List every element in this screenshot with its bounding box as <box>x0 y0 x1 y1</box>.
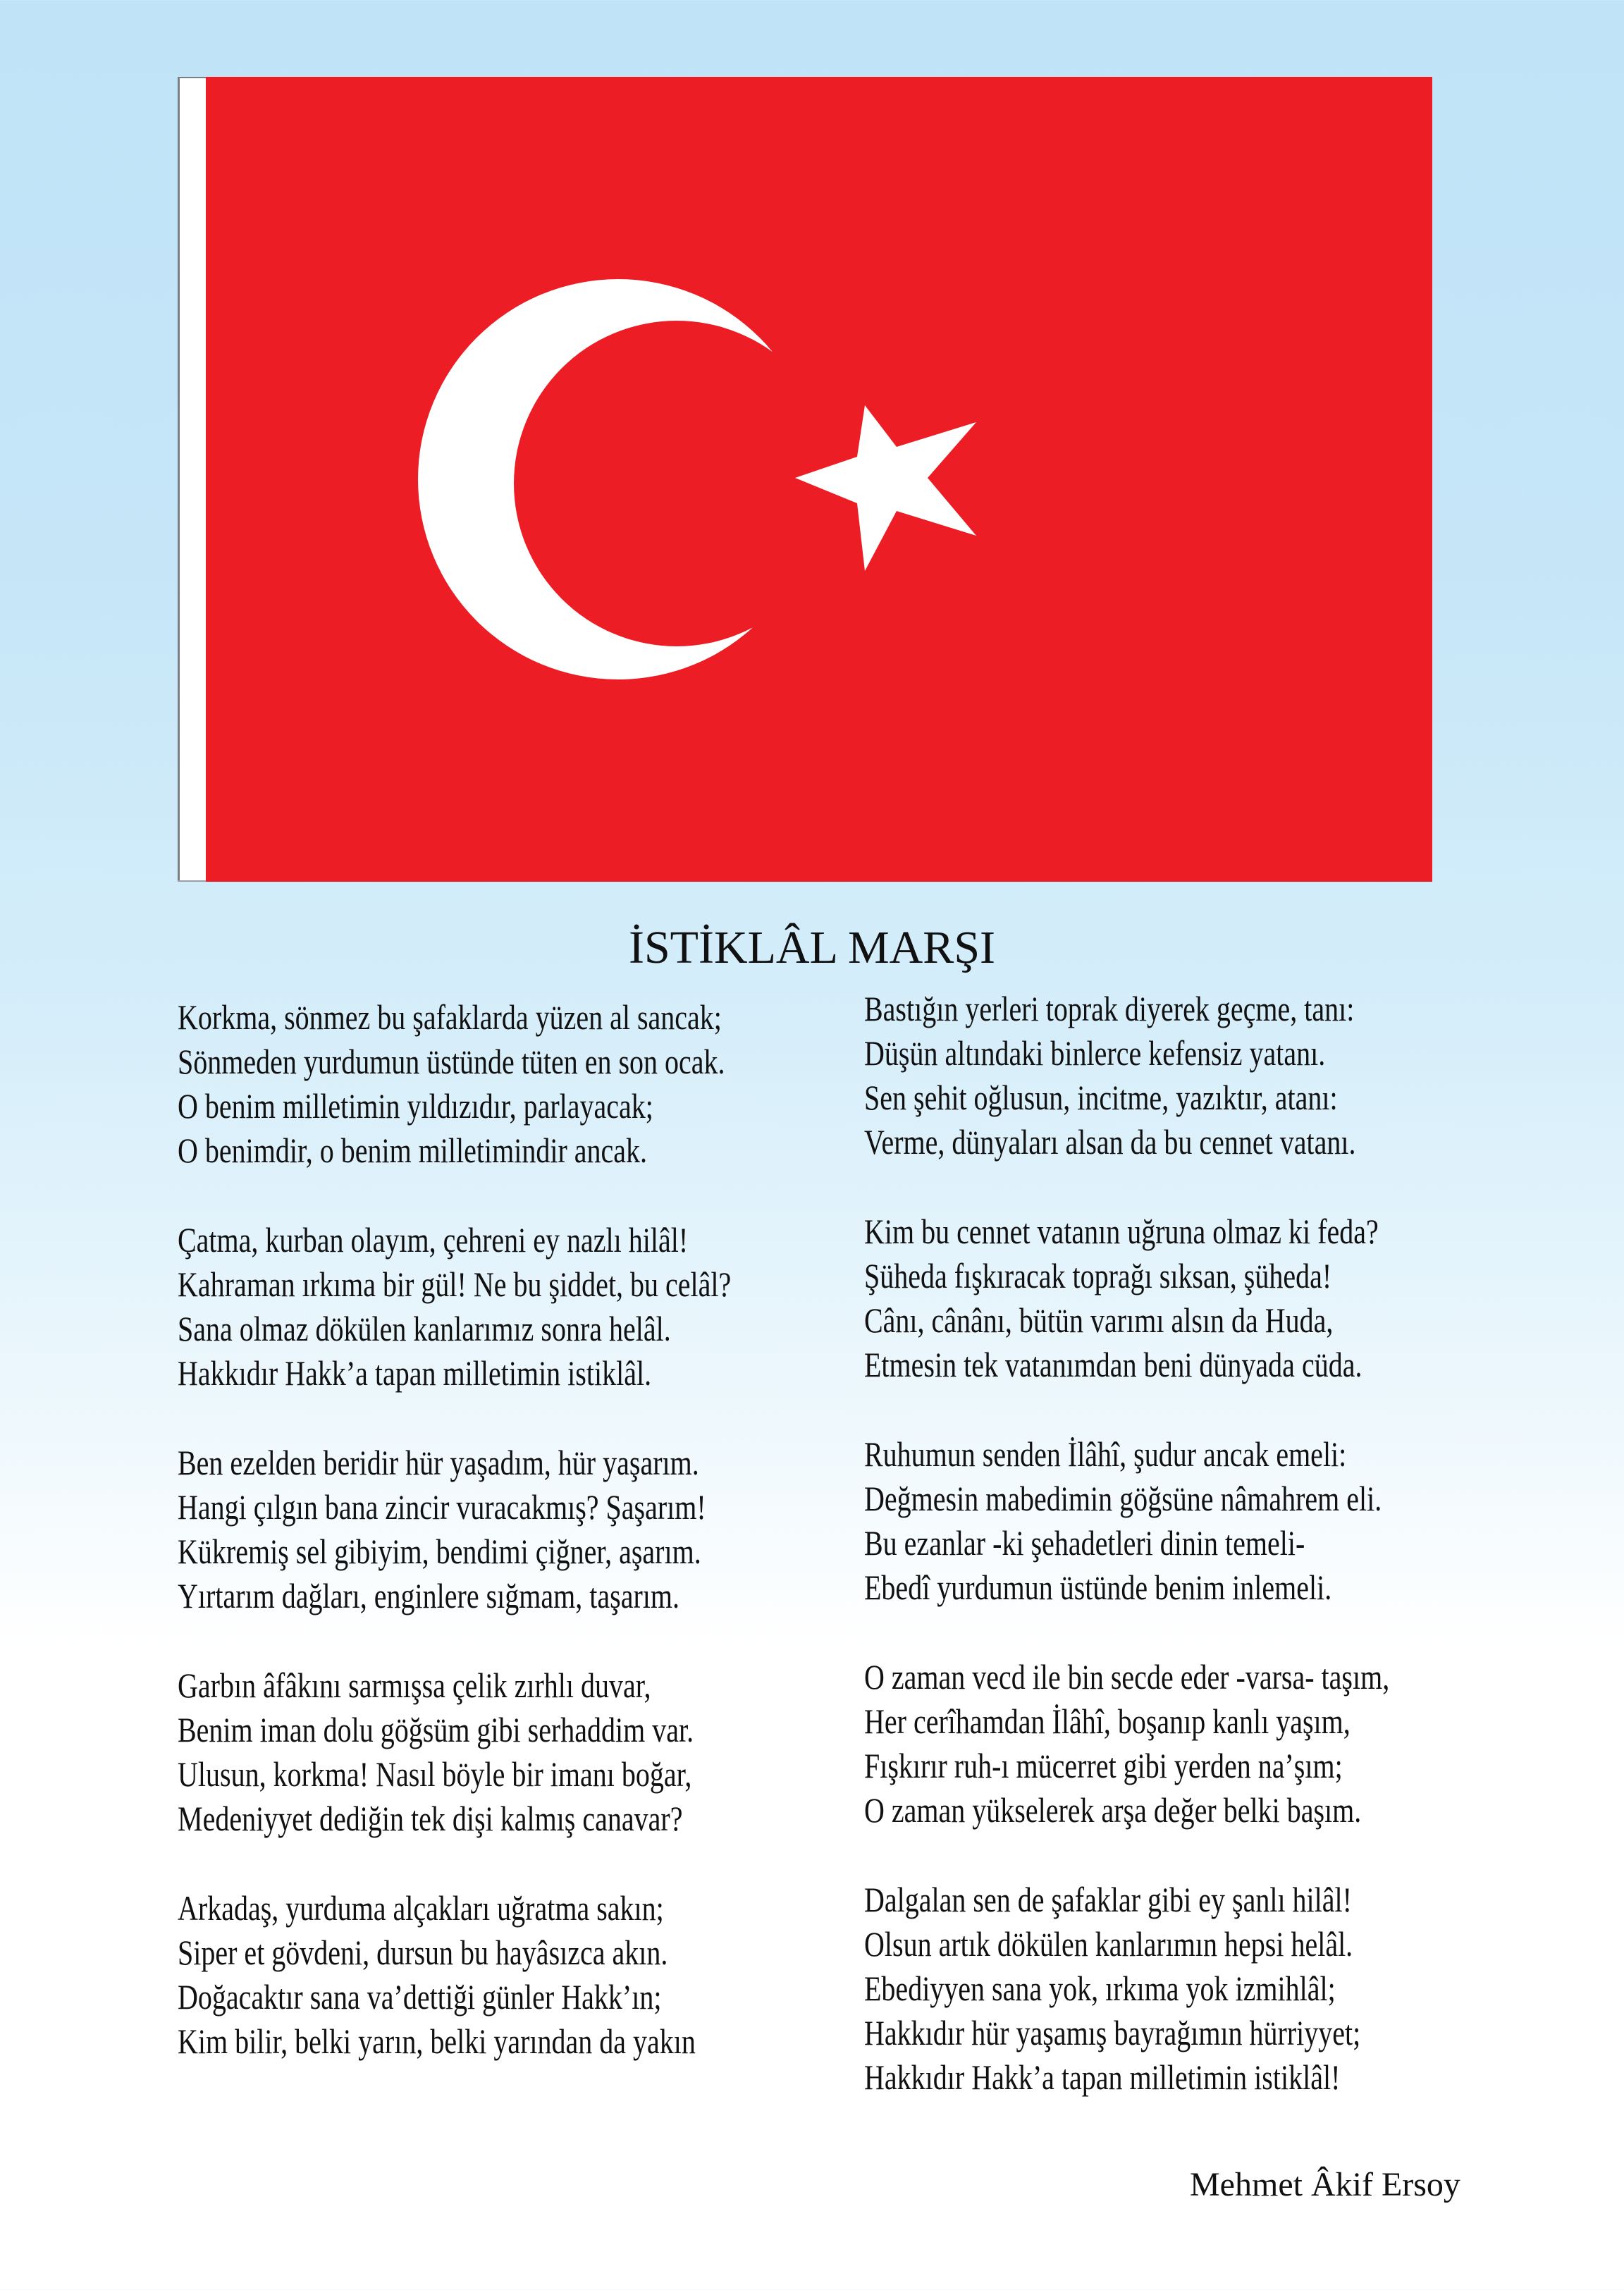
stanza-2 <box>178 1218 953 1396</box>
verse-line: Korkma, sönmez bu şafaklarda yüzen al sancak; <box>178 997 722 1037</box>
verse-line: Kim bu cennet vatanın uğruna olmaz ki feda? <box>864 1212 1379 1251</box>
verse-line: Bastığın yerleri toprak diyerek geçme, tanı: <box>864 989 1355 1028</box>
verse-line: Ulusun, korkma! Nasıl böyle bir imanı boğar, <box>178 1754 692 1794</box>
flag-hoist-top-border <box>178 77 206 78</box>
verse-line: Bu ezanlar -ki şehadetleri dinin temeli- <box>864 1523 1305 1563</box>
flag-hoist-bottom-border <box>178 880 206 882</box>
verse-line: Düşün altındaki binlerce kefensiz yatanı. <box>864 1033 1326 1073</box>
right-column <box>864 987 1624 2145</box>
verse-line: Hakkıdır Hakk’a tapan milletimin istiklâl. <box>178 1353 652 1393</box>
verse-line: Sönmeden yurdumun üstünde tüten en son ocak. <box>178 1042 725 1081</box>
flag-graphic <box>178 77 1432 882</box>
verse-line: O benim milletimin yıldızıdır, parlayacak; <box>178 1086 653 1126</box>
verse-line: Hangi çılgın bana zincir vuracakmış? Şaşarım! <box>178 1487 706 1527</box>
verse-line: Ruhumun senden İlâhî, şudur ancak emeli: <box>864 1434 1347 1474</box>
verse-line: Benim iman dolu göğsüm gibi serhaddim var. <box>178 1710 694 1749</box>
flag-hoist-border <box>178 77 180 882</box>
turkish-flag <box>178 77 1432 882</box>
stanza-1 <box>178 995 953 1173</box>
verse-line: Değmesin mabedimin göğsüne nâmahrem eli. <box>864 1479 1382 1518</box>
verse-line: Olsun artık dökülen kanlarımın hepsi helâl. <box>864 1924 1353 1964</box>
verse-line: Şüheda fışkıracak toprağı sıksan, şüheda! <box>864 1256 1332 1295</box>
verse-line: Hakkıdır Hakk’a tapan milletimin istiklâl! <box>864 2057 1341 2097</box>
verse-line: O benimdir, o benim milletimindir ancak. <box>178 1131 648 1170</box>
verse-line: O zaman yükselerek arşa değer belki başım. <box>864 1790 1362 1830</box>
verse-line: Verme, dünyaları alsan da bu cennet vatanı. <box>864 1122 1356 1162</box>
stanza-5 <box>178 1886 953 2064</box>
stanza-10 <box>864 1878 1624 2100</box>
verse-line: Cânı, cânânı, bütün varımı alsın da Huda, <box>864 1300 1334 1340</box>
verse-line: Kahraman ırkıma bir gül! Ne bu şiddet, bu celâl? <box>178 1264 732 1304</box>
verse-line: Sana olmaz dökülen kanlarımız sonra helâl. <box>178 1309 671 1348</box>
verse-line: Siper et gövdeni, dursun bu hayâsızca akın. <box>178 1933 668 1972</box>
anthem-title <box>0 916 1624 980</box>
verse-line: Hakkıdır hür yaşamış bayrağımın hürriyyet; <box>864 2013 1361 2052</box>
left-column <box>178 995 953 2109</box>
verse-line: Etmesin tek vatanımdan beni dünyada cüda. <box>864 1345 1362 1384</box>
verse-line: Ben ezelden beridir hür yaşadım, hür yaşarım. <box>178 1443 699 1482</box>
verse-line: Kim bilir, belki yarın, belki yarından da yakın <box>178 2021 696 2061</box>
verse-line: Sen şehit oğlusun, incitme, yazıktır, atanı: <box>864 1078 1338 1117</box>
stanza-3 <box>178 1441 953 1618</box>
verse-line: Ebedî yurdumun üstünde benim inlemeli. <box>864 1568 1332 1607</box>
author-signature: Mehmet Âkif Ersoy <box>1190 2166 1460 2203</box>
verse-line: Yırtarım dağları, enginlere sığmam, taşarım. <box>178 1576 679 1615</box>
stanza-4 <box>178 1663 953 1841</box>
verse-line: Çatma, kurban olayım, çehreni ey nazlı hilâl! <box>178 1220 689 1260</box>
stanza-8 <box>864 1432 1624 1610</box>
verse-line: Fışkırır ruh-ı mücerret gibi yerden na’şım; <box>864 1746 1343 1785</box>
verse-line: Medeniyyet dediğin tek dişi kalmış canavar? <box>178 1799 683 1838</box>
verse-line: Dalgalan sen de şafaklar gibi ey şanlı hilâl! <box>864 1880 1352 1919</box>
stanza-7 <box>864 1209 1624 1387</box>
verse-line: Garbın âfâkını sarmışsa çelik zırhlı duvar, <box>178 1666 651 1705</box>
verse-line: Arkadaş, yurduma alçakları uğratma sakın; <box>178 1888 664 1928</box>
verse-line: Kükremiş sel gibiyim, bendimi çiğner, aşarım. <box>178 1532 701 1571</box>
verse-line: O zaman vecd ile bin secde eder -varsa- taşım, <box>864 1657 1390 1697</box>
verse-line: Doğacaktır sana va’dettiği günler Hakk’ın; <box>178 1977 662 2017</box>
stanza-9 <box>864 1655 1624 1833</box>
verse-line: Her cerîhamdan İlâhî, boşanıp kanlı yaşım, <box>864 1701 1351 1741</box>
stanza-6 <box>864 987 1624 1164</box>
flag-hoist <box>178 77 206 882</box>
anthem-title-text: İSTİKLÂL MARŞI <box>628 922 996 973</box>
verse-line: Ebediyyen sana yok, ırkıma yok izmihlâl; <box>864 1969 1336 2008</box>
